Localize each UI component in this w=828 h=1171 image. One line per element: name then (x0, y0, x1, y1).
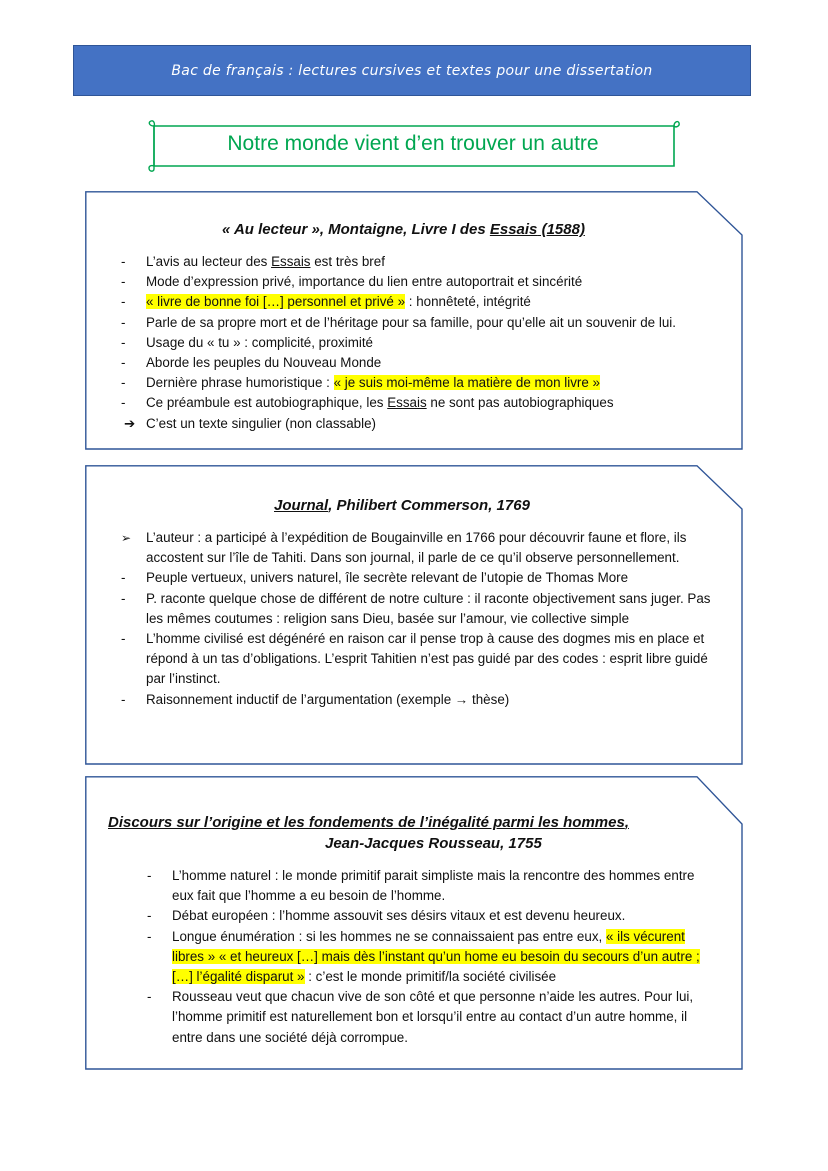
dash-icon: - (147, 989, 152, 1005)
dash-icon: - (121, 314, 126, 330)
title-part: , (624, 814, 629, 831)
dash-icon: - (121, 691, 126, 707)
list-item (121, 528, 717, 568)
header-banner (73, 45, 751, 96)
dash-icon: - (121, 334, 126, 350)
dash-icon: - (147, 868, 152, 883)
rousseau-author: Jean-Jacques Rousseau, 1755 (325, 835, 542, 852)
item-text: Rousseau veut que chacun vive de son côté et que personne n’aide les autres. Pour lui, l’homme primitif est naturellement bon et lorsqu’il entre au contact d’un autre homme, il entre dans une société déjà corrompue. (172, 989, 694, 1045)
list-item (121, 252, 731, 272)
title-part: « Au lecteur », Montaigne, Livre I des (222, 221, 490, 238)
dash-icon: - (121, 631, 126, 647)
list-item (147, 906, 707, 926)
title-date: (1588) (537, 221, 585, 238)
dash-icon: - (147, 928, 152, 944)
dash-icon: - (121, 294, 126, 310)
commerson-title (274, 497, 530, 514)
montaigne-title (222, 221, 585, 238)
list-item (147, 987, 707, 1048)
commerson-box (85, 465, 744, 765)
work-title: Essais (489, 221, 538, 238)
work-title: Essais (271, 254, 311, 269)
list-item (121, 272, 731, 292)
item-text: L’homme civilisé est dégénéré en raison car il pense trop à cause des dogmes mis en place et répond à un tas d’obligations. L’esprit Tahitien n’est pas guidé par des codes : esprit libre guidé par l’instinct. (146, 631, 708, 687)
item-text: ne sont pas autobiographiques (426, 395, 614, 411)
dash-icon: - (121, 590, 126, 606)
item-text: est très bref (310, 254, 385, 269)
list-item (121, 629, 717, 690)
item-text: C’est un texte singulier (non classable) (146, 415, 376, 431)
list-item (121, 589, 717, 629)
conclusion-item (121, 414, 731, 434)
work-title: Discours sur l’origine et les fondements de l’inégalité parmi les hommes (108, 814, 625, 831)
dash-icon: - (121, 395, 126, 411)
page-title: Notre monde vient d’en trouver un autre (227, 132, 599, 155)
item-text: Mode d’expression privé, importance du lien entre autoportrait et sincérité (146, 274, 583, 290)
item-text: Parle de sa propre mort et de l’héritage pour sa famille, pour qu’elle ait un souvenir de lui. (146, 314, 676, 330)
item-text: Ce préambule est autobiographique, les (146, 395, 388, 411)
list-item (121, 373, 731, 393)
title-part: , Philibert Commerson, 1769 (328, 497, 530, 514)
rousseau-box (85, 776, 744, 1070)
highlighted-quote: « je suis moi-même la matière de mon livre » (333, 375, 600, 391)
item-text: L’auteur : a participé à l’expédition de Bougainville en 1766 pour découvrir faune et flore, ils accostent sur l’île de Tahiti. Dans son journal, il parle de ce qu’il observe personnellement. (146, 530, 687, 566)
work-title: Journal (274, 497, 329, 514)
list-item (121, 292, 731, 312)
item-text: Usage du « tu » : complicité, proximité (146, 334, 374, 350)
title-scroll (146, 120, 680, 172)
item-text: Longue énumération : si les hommes ne se connaissaient pas entre eux, (172, 928, 606, 944)
list-item (121, 393, 731, 413)
dash-icon: - (121, 570, 126, 586)
list-item (121, 690, 717, 710)
montaigne-list (121, 252, 731, 434)
list-item (121, 333, 731, 353)
list-item (121, 313, 731, 333)
item-text: Aborde les peuples du Nouveau Monde (146, 355, 382, 371)
item-text: P. raconte quelque chose de différent de notre culture : il raconte objectivement sans juger. Pas les mêmes coutumes : religion sans Dieu, basée sur l’amour, vie collective simple (146, 590, 711, 626)
item-text: Raisonnement inductif de l’argumentation (exemple → thèse) (146, 691, 510, 707)
montaigne-box (85, 191, 744, 450)
item-text: Dernière phrase humoristique : (146, 375, 334, 391)
list-item (147, 927, 707, 988)
item-text: Débat européen : l’homme assouvit ses désirs vitaux et est devenu heureux. (172, 908, 626, 924)
chevron-right-icon: ➢ (121, 531, 132, 545)
dash-icon: - (121, 355, 126, 371)
item-text: L’avis au lecteur des (146, 254, 272, 269)
dash-icon: - (147, 908, 152, 924)
commerson-list (121, 528, 717, 710)
dash-icon: - (121, 274, 126, 290)
dash-icon: - (121, 254, 126, 269)
dash-icon: - (121, 375, 126, 391)
highlighted-quote: « livre de bonne foi […] personnel et privé » (146, 294, 406, 310)
banner-text: Bac de français : lectures cursives et textes pour une dissertation (171, 62, 653, 79)
list-item (121, 568, 717, 588)
list-item (147, 866, 707, 906)
arrow-icon: ➔ (124, 415, 136, 431)
highlighted-quote: « ils vécurent libres » « et heureux […] mais dès l’instant qu’un home eu besoin du secours d’un autre ; […] l’égalité disparut » (172, 928, 700, 985)
item-text: L’homme naturel : le monde primitif parait simpliste mais la rencontre des hommes entre eux fait que l’homme a eu besoin de l’homme. (172, 868, 695, 904)
work-title: Essais (387, 395, 427, 411)
item-text: : c’est le monde primitif/la société civilisée (304, 969, 557, 985)
rousseau-title (108, 814, 629, 831)
item-text: Peuple vertueux, univers naturel, île secrète relevant de l’utopie de Thomas More (146, 570, 629, 586)
item-text: : honnêteté, intégrité (405, 294, 531, 310)
list-item (121, 353, 731, 373)
rousseau-list (147, 866, 707, 1048)
